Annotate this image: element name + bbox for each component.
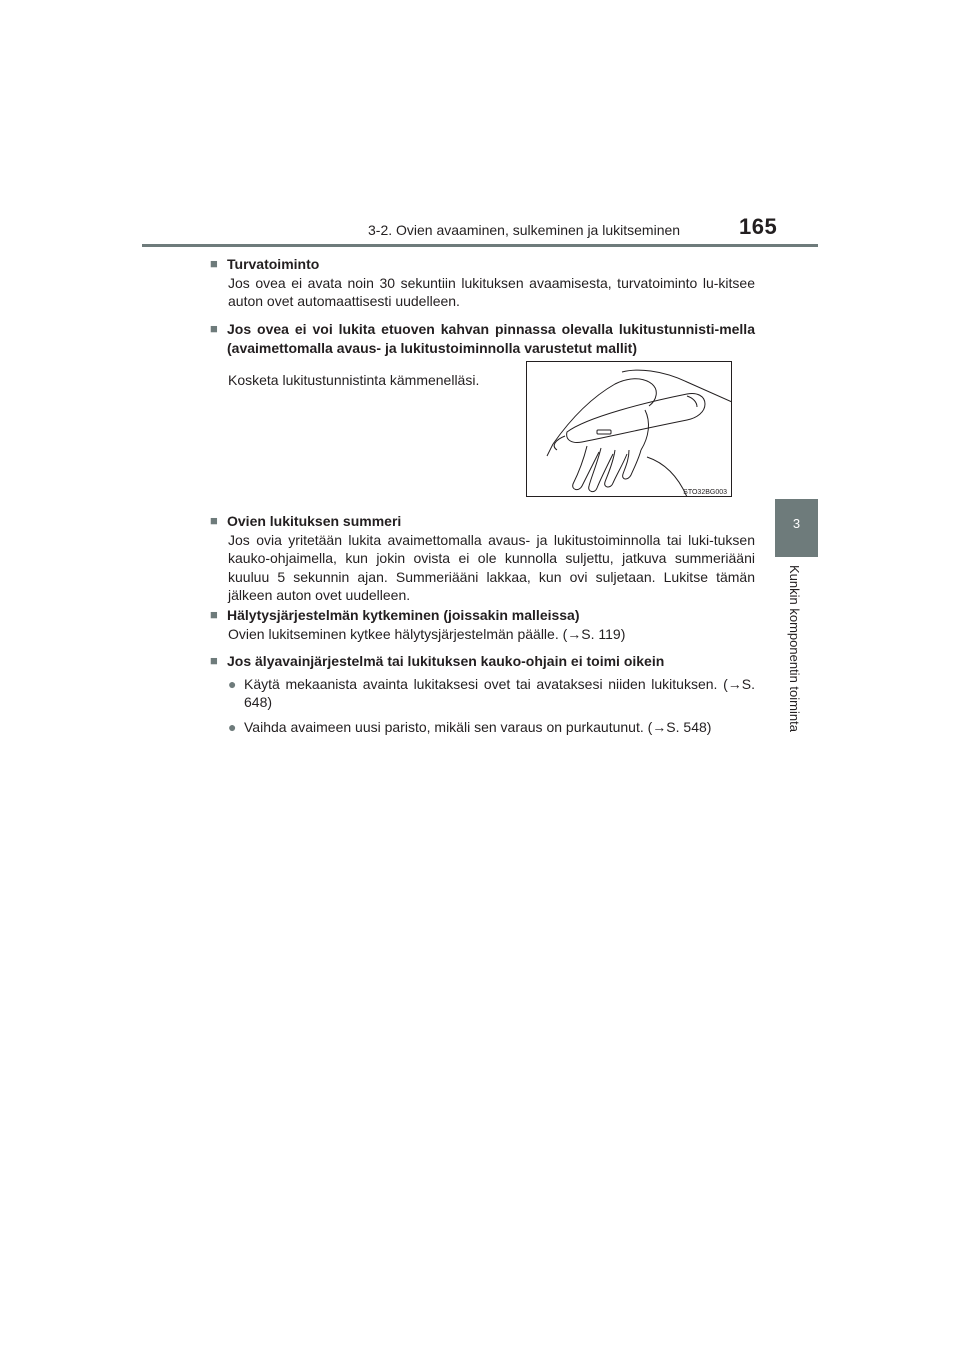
section-heading (210, 320, 755, 357)
section-summeri (210, 512, 755, 605)
round-bullet-icon: ● (228, 675, 237, 692)
header-divider (142, 244, 818, 247)
section-heading (210, 606, 755, 625)
section-body: Jos ovea ei avata noin 30 sekuntiin lukituksen avaamisesta, turvatoiminto lu-kitsee auton ovet automaattisesti uudelleen. (228, 274, 755, 309)
square-bullet-icon: ■ (210, 321, 218, 336)
section-body: Ovien lukitseminen kytkee hälytysjärjestelmän päälle. (→S. 119) (228, 625, 626, 642)
section-body: Jos ovia yritetään lukita avaimettomalla avaus- ja lukitustoiminnolla tai luki-tuksen kauko-ohjaimella, kun jokin ovista ei ole kunnolla suljettu, jatkuva summeriääni kuuluu 5 sekunnin ajan. Summeriääni lakkaa, kun ovi suljetaan. Lukitse tämän jälkeen auton ovet uudelleen. (228, 531, 755, 603)
section-alyavain (210, 652, 755, 736)
page-number: 165 (739, 214, 778, 239)
square-bullet-icon: ■ (210, 513, 218, 528)
section-heading-text: Hälytysjärjestelmän kytkeminen (joissakin malleissa) (227, 607, 580, 623)
section-heading-text: Jos ovea ei voi lukita etuoven kahvan pinnassa olevalla lukitustunnisti-mella (avaimettomalla avaus- ja lukitustoiminnolla varustetut mallit) (227, 321, 755, 356)
section-heading-text: Turvatoiminto (227, 256, 320, 272)
section-body: Kosketa lukitustunnistinta kämmenelläsi. (228, 372, 480, 388)
section-title: 3-2. Ovien avaaminen, sulkeminen ja lukitseminen (368, 222, 681, 238)
section-heading-text: Ovien lukituksen summeri (227, 513, 402, 529)
door-handle-illustration (526, 361, 732, 497)
section-heading-text: Jos älyavainjärjestelmä tai lukituksen kauko-ohjain ei toimi oikein (227, 653, 665, 669)
round-bullet-icon: ● (228, 718, 237, 735)
square-bullet-icon: ■ (210, 653, 218, 668)
section-heading (210, 652, 755, 671)
square-bullet-icon: ■ (210, 607, 218, 622)
section-turvatoiminto (210, 255, 755, 311)
list-item (210, 675, 755, 712)
chapter-title: Kunkin komponentin toiminta (787, 565, 802, 732)
hand-on-handle-icon (527, 362, 732, 497)
list-item-text: Vaihda avaimeen uusi paristo, mikäli sen varaus on purkautunut. (→S. 548) (244, 718, 712, 735)
list-item-text: Käytä mekaanista avainta lukitaksesi ovet tai avataksesi niiden lukituksen. (→S. 648) (244, 675, 755, 710)
section-heading (210, 255, 755, 274)
square-bullet-icon: ■ (210, 256, 218, 271)
list-item (210, 718, 755, 737)
chapter-number: 3 (792, 516, 801, 531)
figure-caption: STO32BG003 (683, 489, 727, 496)
section-halytysjarjestelma (210, 606, 755, 643)
section-heading (210, 512, 755, 531)
